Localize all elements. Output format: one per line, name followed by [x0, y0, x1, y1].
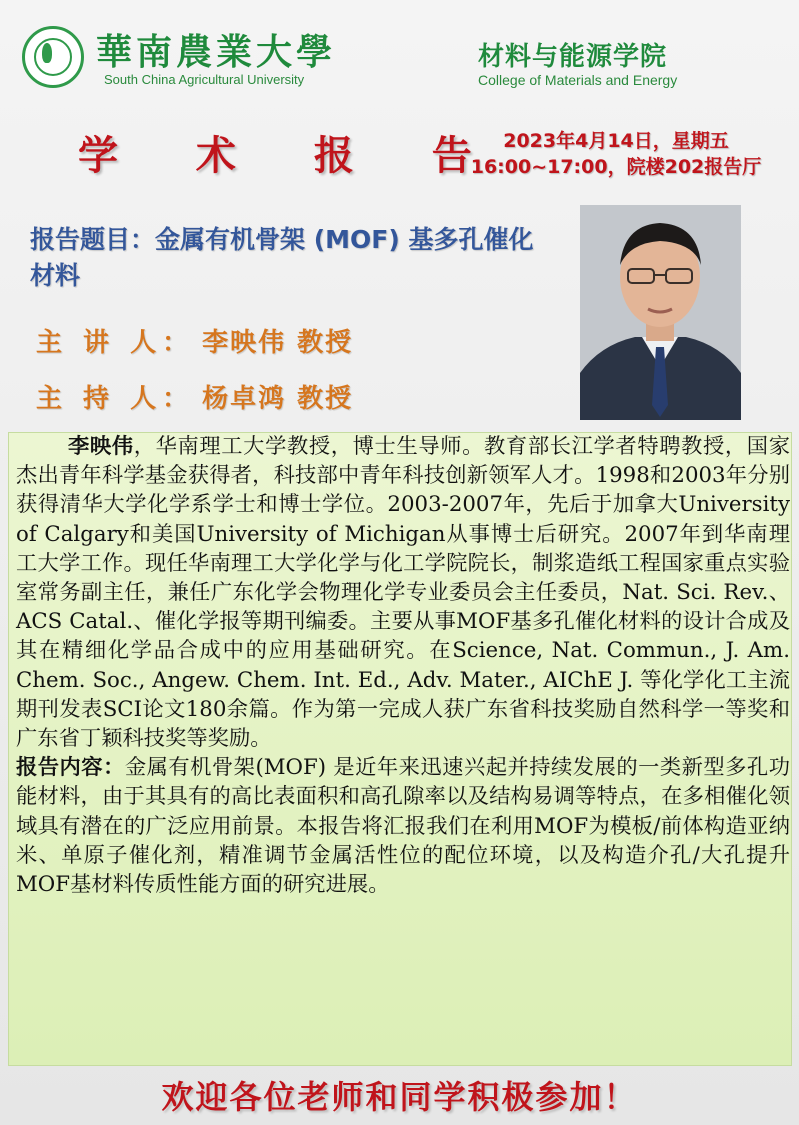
bio-text: ，华南理工大学教授，博士生导师。教育部长江学者特聘教授，国家杰出青年科学基金获得者，科技部中青年科技创新领军人才。1998和2003年分别获得清华大学化学系学士和博士学位。2003-2007年，先后于加拿大University of Calgary和美国University of Michigan从事博士后研究。2007年到华南理工大学工作。现任华南理工大学化学与化工学院院长，制浆造纸工程国家重点实验室常务副主任，兼任广东化学会物理化学专业委员会主任委员，Nat. Sci. Rev.、ACS Catal.、催化学报等期刊编委。主要从事MOF基多孔催化材料的设计合成及其在精细化学品合成中的应用基础研究。在Science, Nat. Commun., J. Am. Chem. Soc., Angew. Chem. Int. Ed., Adv. Mater., AIChE J. 等化学化工主流期刊发表SCI论文180余篇。作为第一完成人获广东省科技奖励自然科学一等奖和广东省丁颖科技奖等奖励。 — [16, 434, 790, 752]
abstract-text: 金属有机骨架(MOF) 是近年来迅速兴起并持续发展的一类新型多孔功能材料，由于其具有的高比表面积和高孔隙率以及结构易调等特点，在多相催化领域具有潜在的广泛应用前景。本报告将汇报我们在利用MOF为模板/前体构造亚纳米、单原子催化剂，精准调节金属活性位的配位环境，以及构造介孔/大孔提升MOF基材料传质性能方面的研究进展。 — [16, 755, 790, 898]
abstract-paragraph — [16, 753, 790, 899]
topic-text: 金属有机骨架 (MOF) 基多孔催化材料 — [30, 225, 534, 290]
abstract-label: 报告内容： — [16, 755, 125, 781]
speaker-portrait-illustration — [580, 205, 741, 420]
speaker-photo — [580, 205, 741, 420]
host-label: 主 持 人： — [36, 384, 195, 414]
footer-invitation: 欢迎各位老师和同学积极参加！ — [161, 1078, 638, 1116]
speaker-line — [36, 322, 353, 359]
bio-paragraph — [16, 432, 790, 753]
topic-label: 报告题目： — [30, 225, 156, 254]
college-name-en: College of Materials and Energy — [478, 72, 678, 88]
report-topic — [30, 222, 540, 294]
college-name-cn: 材料与能源学院 — [478, 42, 668, 72]
speaker-label: 主 讲 人： — [36, 328, 195, 358]
speaker-name: 李映伟 教授 — [202, 328, 354, 358]
report-title: 学 术 报 告 — [78, 132, 504, 179]
university-logo — [22, 26, 84, 88]
content-text — [16, 432, 790, 899]
university-name-en: South China Agricultural University — [104, 72, 305, 87]
university-name-cn: 華南農業大學 — [96, 31, 337, 73]
host-name: 杨卓鸿 教授 — [202, 384, 354, 414]
bio-name: 李映伟 — [68, 434, 134, 459]
host-line — [36, 378, 353, 415]
event-time-place: 16:00~17:00，院楼202报告厅 — [470, 156, 762, 178]
event-date: 2023年4月14日，星期五 — [503, 130, 729, 152]
